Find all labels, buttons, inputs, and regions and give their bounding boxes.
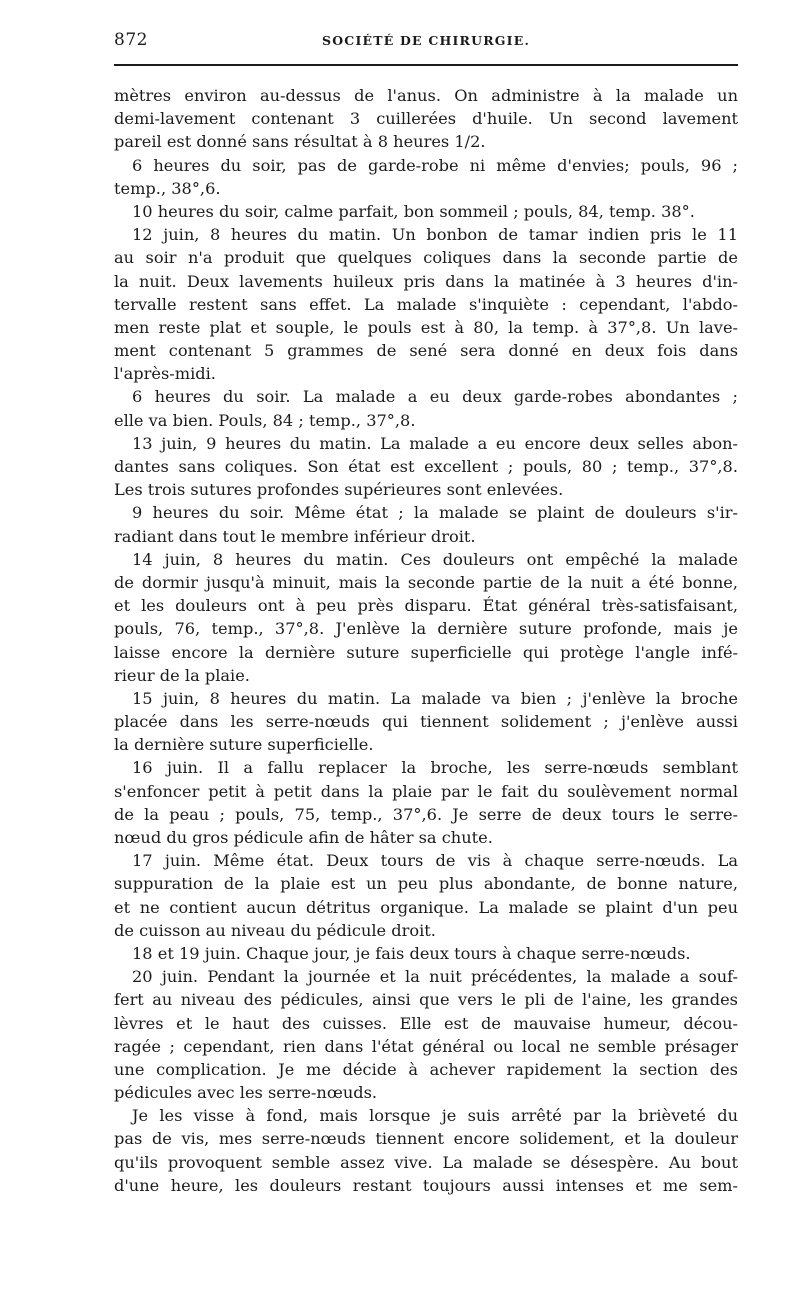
text-line: et ne contient aucun détritus organique. La malade se plaint d'un peu [114,897,738,917]
text-line: laisse encore la dernière suture superficielle qui protège l'angle infé- [114,642,738,662]
text-line: d'une heure, les douleurs restant toujours aussi intenses et me sem- [114,1175,738,1195]
text-line: lèvres et le haut des cuisses. Elle est de mauvaise humeur, décou- [114,1013,738,1033]
text-line: pédicules avec les serre-nœuds. [114,1083,378,1103]
text-line: 9 heures du soir. Même état ; la malade se plaint de douleurs s'ir- [132,503,738,523]
text-line: 12 juin, 8 heures du matin. Un bonbon de tamar indien pris le 11 [132,225,738,245]
header-rule [114,64,738,66]
text-line: au soir n'a produit que quelques coliques dans la seconde partie de [114,248,738,268]
page-number: 872 [114,30,148,50]
text-line: 6 heures du soir, pas de garde-robe ni même d'envies; pouls, 96 ; [132,155,738,175]
text-line: 14 juin, 8 heures du matin. Ces douleurs ont empêché la malade [132,549,738,569]
text-line: placée dans les serre-nœuds qui tiennent solidement ; j'enlève aussi [114,712,738,732]
text-line: rieur de la plaie. [114,665,250,685]
text-line: suppuration de la plaie est un peu plus abondante, de bonne nature, [114,874,738,894]
text-line: dantes sans coliques. Son état est excellent ; pouls, 80 ; temp., 37°,8. [114,457,738,476]
text-line: fert au niveau des pédicules, ainsi que vers le pli de l'aine, les grandes [114,990,738,1010]
text-line: pas de vis, mes serre-nœuds tiennent encore solidement, et la douleur [114,1129,738,1149]
running-head [114,30,738,56]
text-line: 13 juin, 9 heures du matin. La malade a eu encore deux selles abon- [132,433,738,453]
text-line: pareil est donné sans résultat à 8 heures 1/2. [114,132,486,152]
text-line: 17 juin. Même état. Deux tours de vis à chaque serre-nœuds. La [132,851,738,871]
text-line: 10 heures du soir, calme parfait, bon sommeil ; pouls, 84, temp. 38°. [132,201,695,221]
text-line: une complication. Je me décide à achever rapidement la section des [114,1059,738,1079]
text-line: ment contenant 5 grammes de sené sera donné en deux fois dans [114,341,738,361]
text-line: ragée ; cependant, rien dans l'état général ou local ne semble présager [114,1036,738,1056]
text-line: l'après-midi. [114,364,216,384]
text-line: la dernière suture superficielle. [114,735,374,755]
text-line: mètres environ au-dessus de l'anus. On administre à la malade un [114,86,738,105]
text-line: demi-lavement contenant 3 cuillerées d'huile. Un second lavement [114,109,738,129]
text-line: radiant dans tout le membre inférieur droit. [114,526,476,546]
text-line: elle va bien. Pouls, 84 ; temp., 37°,8. [114,410,416,430]
text-line: 16 juin. Il a fallu replacer la broche, les serre-nœuds semblant [132,758,738,778]
text-line: pouls, 76, temp., 37°,8. J'enlève la dernière suture profonde, mais je [114,619,738,639]
text-line: 18 et 19 juin. Chaque jour, je fais deux tours à chaque serre-nœuds. [132,943,691,963]
text-line: men reste plat et souple, le pouls est à 80, la temp. à 37°,8. Un lave- [114,317,738,337]
text-line: qu'ils provoquent semble assez vive. La malade se désespère. Au bout [114,1152,738,1172]
text-line: s'enfoncer petit à petit dans la plaie par le fait du soulèvement normal [114,781,738,801]
text-line: Je les visse à fond, mais lorsque je suis arrêté par la brièveté du [132,1106,738,1126]
body-text [114,84,738,1197]
text-line: 15 juin, 8 heures du matin. La malade va bien ; j'enlève la broche [132,688,738,708]
text-line: Les trois sutures profondes supérieures sont enlevées. [114,480,564,500]
text-line: de dormir jusqu'à minuit, mais la seconde partie de la nuit a été bonne, [114,572,738,592]
text-line: de cuisson au niveau du pédicule droit. [114,920,436,940]
text-line: 20 juin. Pendant la journée et la nuit précédentes, la malade a souf- [132,967,738,987]
running-title: SOCIÉTÉ DE CHIRURGIE. [321,33,531,48]
text-line: la nuit. Deux lavements huileux pris dans la matinée à 3 heures d'in- [114,271,738,291]
text-line: temp., 38°,6. [114,178,221,198]
text-line: de la peau ; pouls, 75, temp., 37°,6. Je serre de deux tours le serre- [114,804,738,824]
text-line: tervalle restent sans effet. La malade s'inquiète : cependant, l'abdo- [114,294,738,314]
text-line: et les douleurs ont à peu près disparu. État général très-satisfaisant, [114,596,738,616]
text-line: nœud du gros pédicule afin de hâter sa chute. [114,828,493,847]
text-line: 6 heures du soir. La malade a eu deux garde-robes abondantes ; [132,387,738,407]
